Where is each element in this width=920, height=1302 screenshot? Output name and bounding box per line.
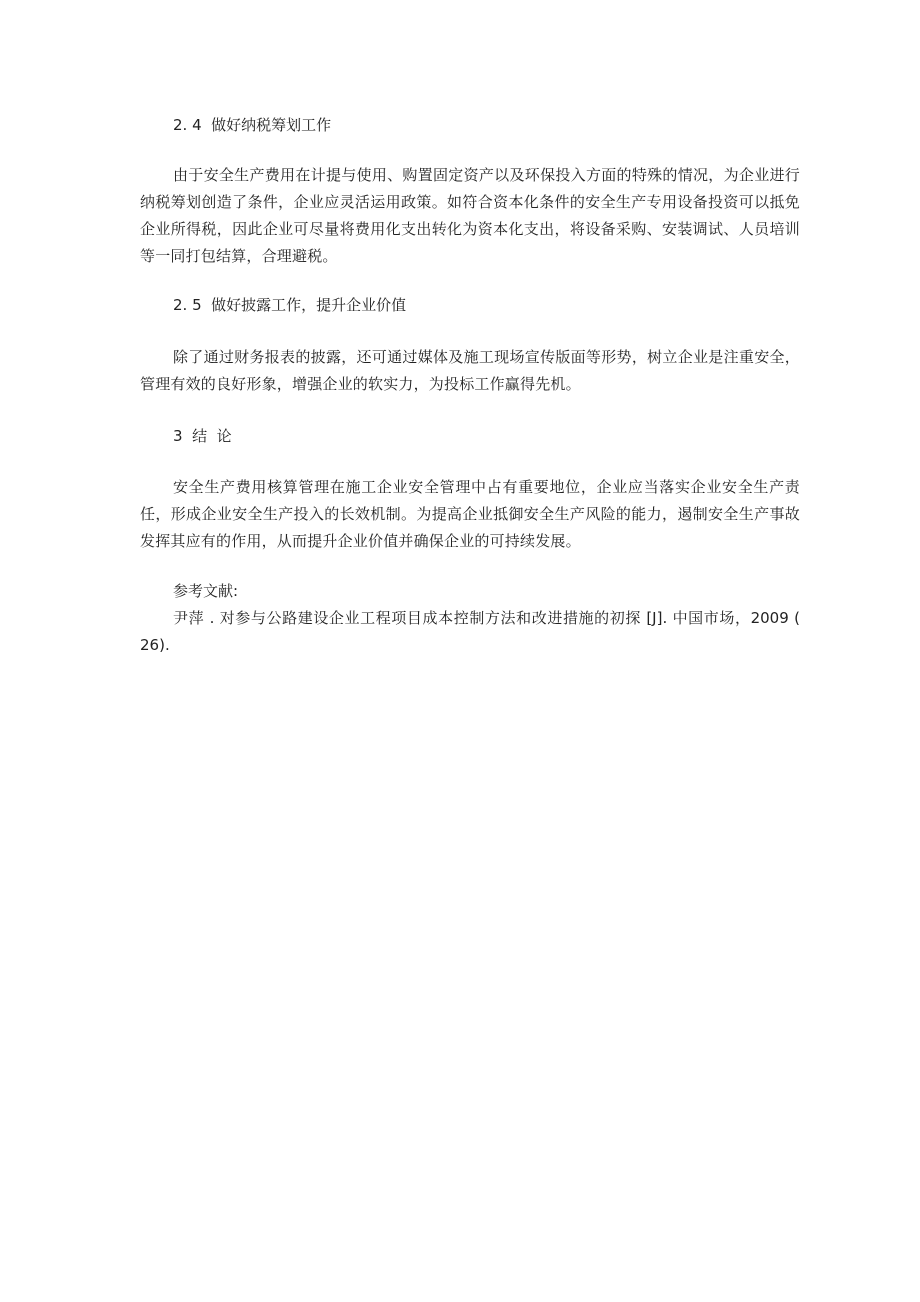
references-title-text: 参考文献: xyxy=(173,582,239,600)
paragraph-disclosure xyxy=(140,344,800,398)
heading-text: 2. 4 做好纳税筹划工作 xyxy=(173,116,332,134)
paragraph-text: 由于安全生产费用在计提与使用、购置固定资产以及环保投入方面的特殊的情况，为企业进行纳税筹划创造了条件，企业应灵活运用政策。如符合资本化条件的安全生产专用设备投资可以抵免企业所得税，因此企业可尽量将费用化支出转化为资本化支出，将设备采购、安装调试、人员培训等一同打包结算，合理避税。 xyxy=(140,166,800,265)
references-title xyxy=(140,578,800,605)
paragraph-text: 除了通过财务报表的披露，还可通过媒体及施工现场宣传版面等形势，树立企业是注重安全，管理有效的良好形象，增强企业的软实力，为投标工作赢得先机。 xyxy=(140,348,800,393)
section-heading-2-5 xyxy=(140,292,800,319)
section-heading-conclusion xyxy=(140,423,800,450)
references-list xyxy=(140,605,800,659)
heading-text: 2. 5 做好披露工作，提升企业价值 xyxy=(173,296,407,314)
paragraph-conclusion xyxy=(140,474,800,555)
heading-text: 3 结 论 xyxy=(173,427,232,445)
paragraph-tax-planning xyxy=(140,162,800,270)
reference-item: 尹萍 . 对参与公路建设企业工程项目成本控制方法和改进措施的初探 [J]. 中国市场，2009 ( 26). xyxy=(140,609,800,654)
paragraph-text: 安全生产费用核算管理在施工企业安全管理中占有重要地位，企业应当落实企业安全生产责任，形成企业安全生产投入的长效机制。为提高企业抵御安全生产风险的能力，遏制安全生产事故发挥其应有的作用，从而提升企业价值并确保企业的可持续发展。 xyxy=(140,478,800,550)
section-heading-2-4 xyxy=(140,112,800,139)
